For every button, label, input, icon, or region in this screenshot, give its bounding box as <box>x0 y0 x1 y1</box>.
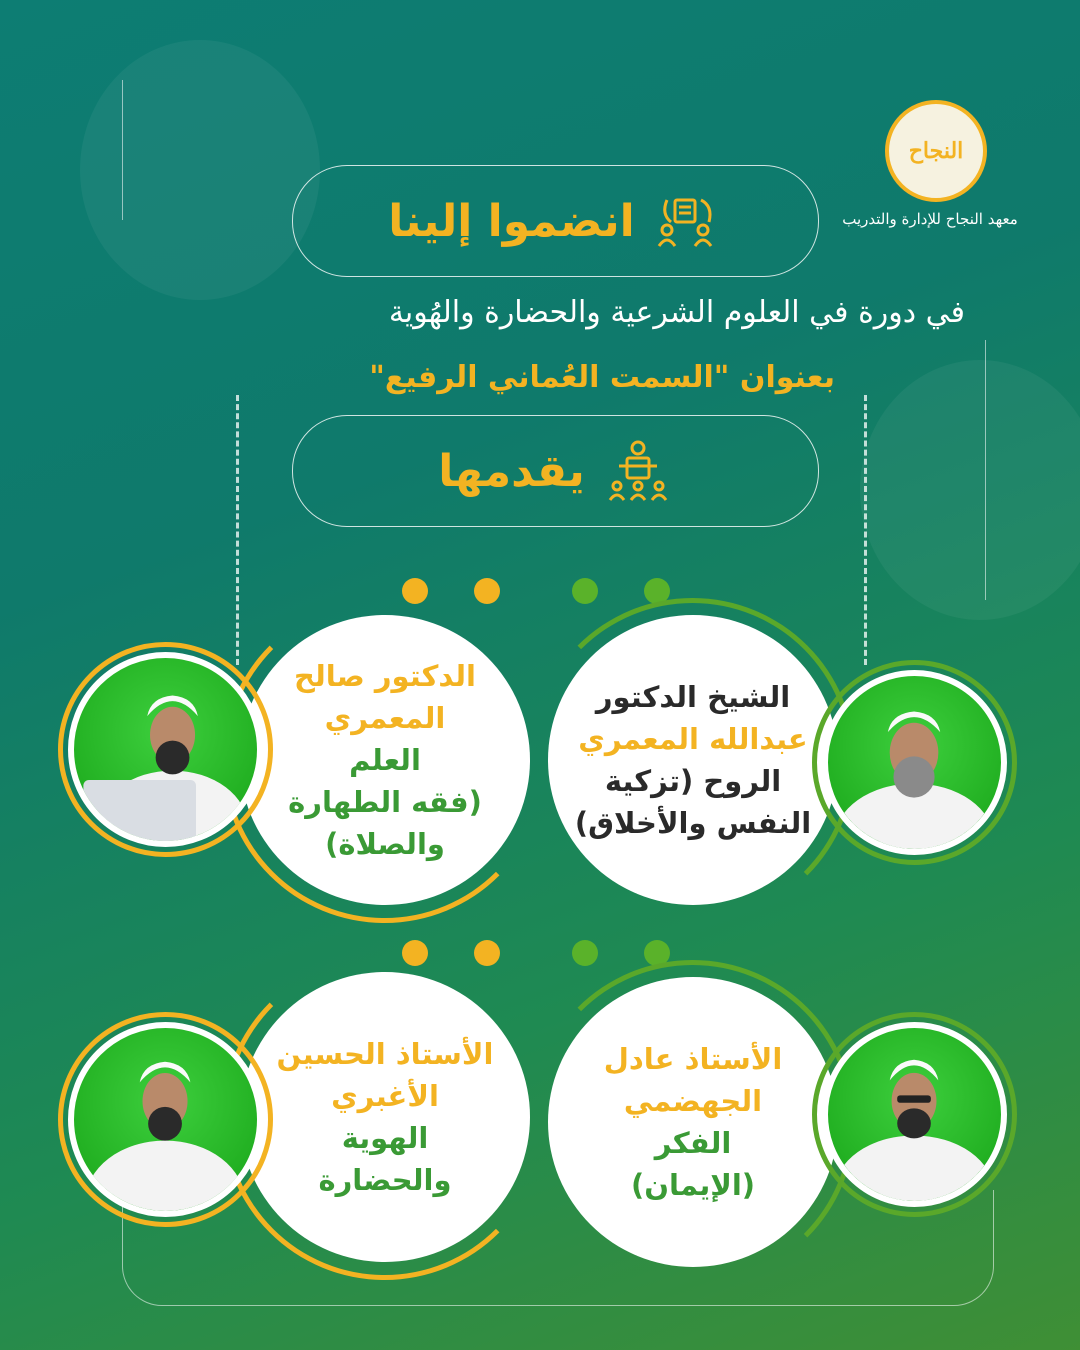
connector-dashed-left <box>236 395 239 665</box>
presenter-3-line: الفكر <box>654 1126 732 1160</box>
person-silhouette-icon <box>828 676 1001 849</box>
frame-line-left <box>122 80 123 220</box>
person-silhouette-icon <box>828 1028 1001 1201</box>
presenter-3-line: الجهضمي <box>623 1084 763 1118</box>
presenter-3-line: الأستاذ عادل <box>603 1042 783 1076</box>
join-us-label: انضموا إلينا <box>388 195 635 247</box>
presenter-2-line: العلم <box>349 743 421 777</box>
presenter-4-photo <box>68 1022 263 1217</box>
presenter-3-photo <box>822 1022 1007 1207</box>
decor-dot <box>474 578 500 604</box>
logo-caption: معهد النجاح للإدارة والتدريب <box>842 210 1018 228</box>
presenter-4-line: الأغبري <box>331 1079 439 1113</box>
course-title: بعنوان "السمت العُماني الرفيع" <box>369 360 835 395</box>
background-shape <box>80 40 320 300</box>
presenters-label: يقدمها <box>438 445 585 497</box>
person-silhouette-icon <box>74 658 257 841</box>
presenter-card-1 <box>548 615 838 905</box>
course-line: في دورة في العلوم الشرعية والحضارة والهُوية <box>388 295 965 330</box>
decor-dot <box>572 940 598 966</box>
presenter-3-line: (الإيمان) <box>631 1168 756 1202</box>
decor-dot <box>474 940 500 966</box>
presenter-2-line: (فقه الطهارة <box>288 785 482 819</box>
presenter-4-line: الأستاذ الحسين <box>276 1037 494 1071</box>
institute-logo <box>885 100 987 202</box>
presenter-2-photo <box>68 652 263 847</box>
person-silhouette-icon <box>74 1028 257 1211</box>
presenter-card-4 <box>240 972 530 1262</box>
presenter-2-line: الدكتور صالح <box>294 659 476 693</box>
presenters-banner <box>292 415 819 527</box>
presenter-4-line: والحضارة <box>318 1163 452 1197</box>
presenter-card-3 <box>548 977 838 1267</box>
meeting-people-icon <box>653 186 723 256</box>
presenter-2-line: والصلاة) <box>325 827 445 861</box>
presenter-card-2 <box>240 615 530 905</box>
presenter-4-line: الهوية <box>341 1121 429 1155</box>
logo-mark: النجاح <box>908 138 964 164</box>
presenter-1-line: النفس والأخلاق) <box>574 806 812 840</box>
presenter-1-line: الروح (تزكية <box>604 764 782 798</box>
decor-dot <box>572 578 598 604</box>
lecturer-podium-icon <box>603 436 673 506</box>
background-shape <box>860 360 1080 620</box>
presenter-1-photo <box>822 670 1007 855</box>
connector-dashed-right <box>864 395 867 665</box>
presenter-2-line: المعمري <box>324 701 446 735</box>
join-us-banner <box>292 165 819 277</box>
presenter-1-line: عبدالله المعمري <box>578 722 808 756</box>
presenter-1-line: الشيخ الدكتور <box>595 680 791 714</box>
frame-line-right <box>985 340 986 600</box>
